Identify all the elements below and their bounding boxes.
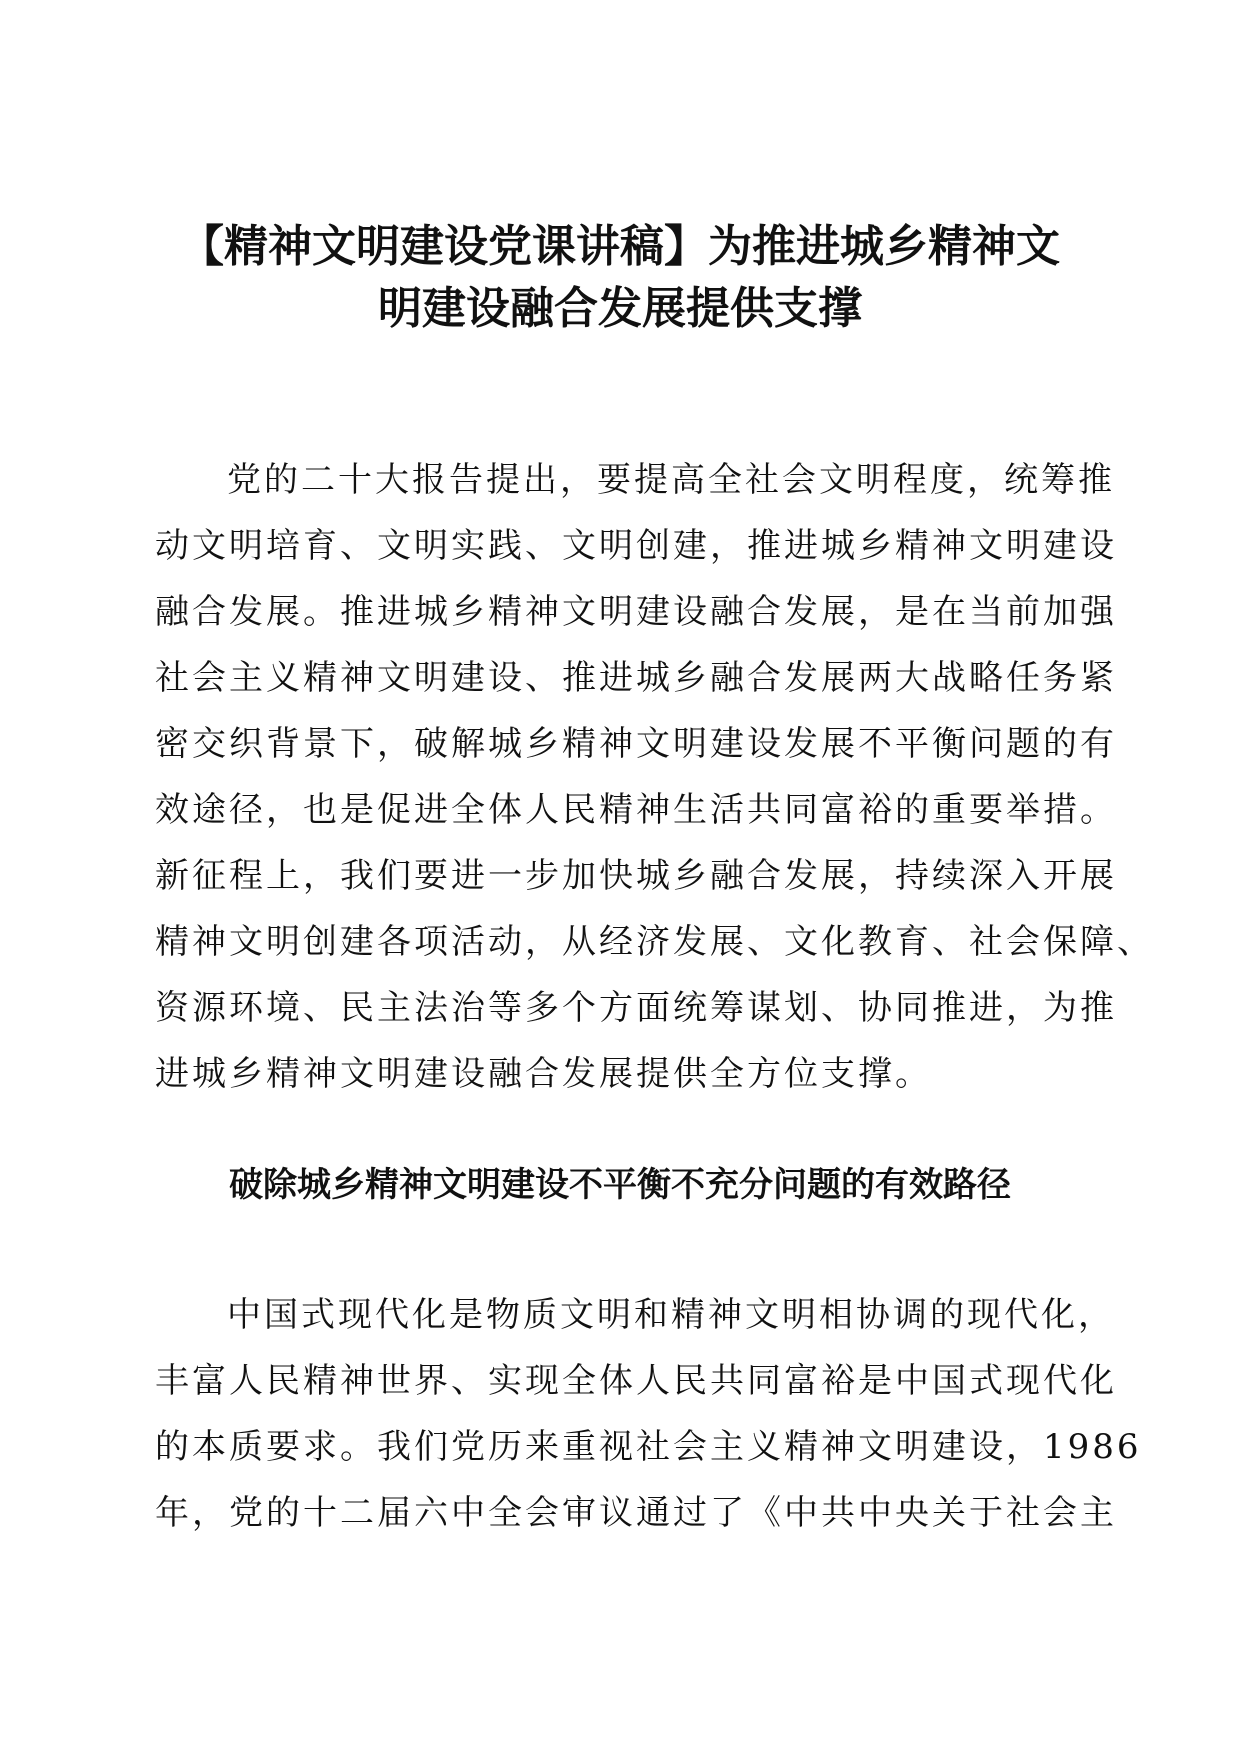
paragraph-line: 社会主义精神文明建设、推进城乡融合发展两大战略任务紧 <box>155 658 1117 698</box>
paragraph-line: 党的二十大报告提出，要提高全社会文明程度，统筹推 <box>227 460 1115 500</box>
title-line: 明建设融合发展提供支撑 <box>378 283 862 334</box>
document-title <box>150 216 1090 340</box>
paragraph-line: 丰富人民精神世界、实现全体人民共同富裕是中国式现代化 <box>155 1361 1117 1401</box>
paragraph-line: 年，党的十二届六中全会审议通过了《中共中央关于社会主 <box>155 1493 1117 1533</box>
intro-paragraph <box>155 447 1154 1107</box>
title-line: 【精神文明建设党课讲稿】为推进城乡精神文 <box>180 221 1060 272</box>
paragraph-line: 资源环境、民主法治等多个方面统筹谋划、协同推进，为推 <box>155 988 1117 1028</box>
paragraph-line: 效途径，也是促进全体人民精神生活共同富裕的重要举措。 <box>155 790 1117 830</box>
paragraph-line: 新征程上，我们要进一步加快城乡融合发展，持续深入开展 <box>155 856 1117 896</box>
section-heading: 破除城乡精神文明建设不平衡不充分问题的有效路径 <box>229 1165 1011 1205</box>
paragraph-line: 的本质要求。我们党历来重视社会主义精神文明建设，1986 <box>155 1427 1142 1467</box>
paragraph-line: 动文明培育、文明实践、文明创建，推进城乡精神文明建设 <box>155 526 1117 566</box>
paragraph-line: 精神文明创建各项活动，从经济发展、文化教育、社会保障、 <box>155 922 1154 962</box>
paragraph-line: 密交织背景下，破解城乡精神文明建设发展不平衡问题的有 <box>155 724 1117 764</box>
section-paragraph <box>155 1282 1142 1546</box>
paragraph-line: 中国式现代化是物质文明和精神文明相协调的现代化， <box>227 1295 1115 1335</box>
paragraph-line: 进城乡精神文明建设融合发展提供全方位支撑。 <box>155 1054 932 1094</box>
paragraph-line: 融合发展。推进城乡精神文明建设融合发展，是在当前加强 <box>155 592 1117 632</box>
